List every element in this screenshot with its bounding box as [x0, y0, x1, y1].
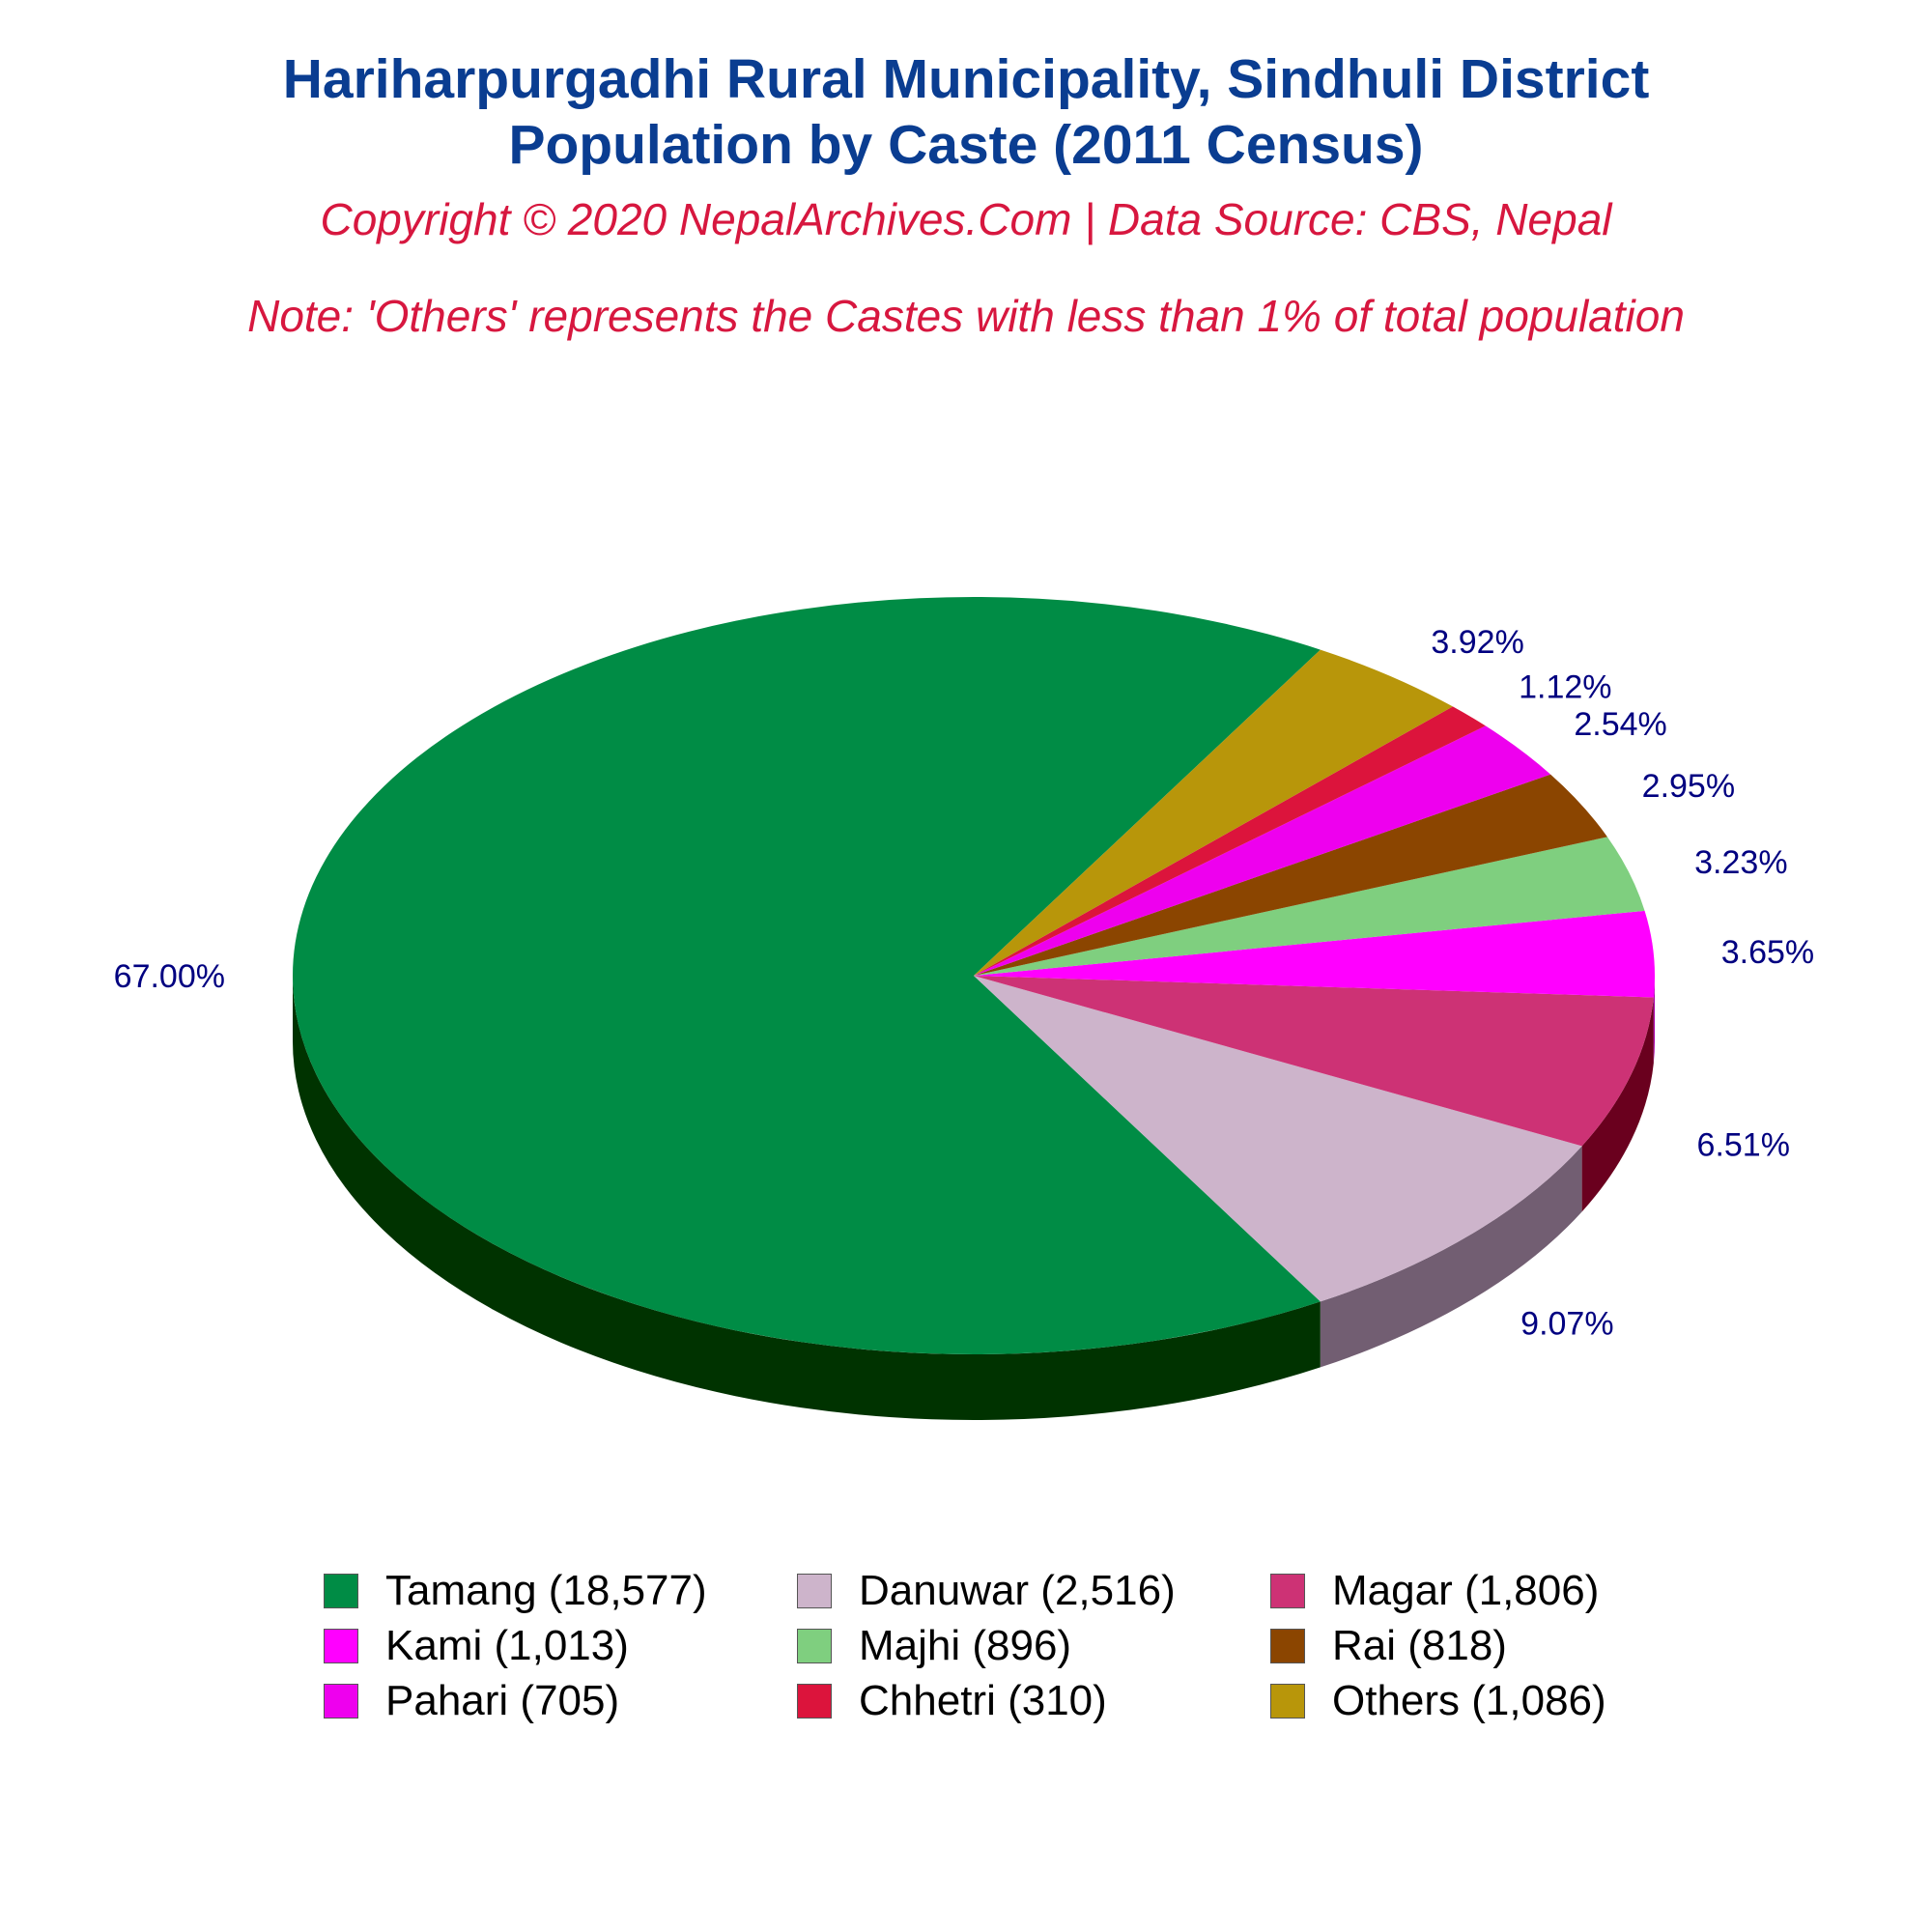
pie-label-danuwar: 9.07% [1520, 1305, 1614, 1343]
legend-item-kami [324, 1622, 797, 1670]
legend-label: Majhi (896) [859, 1621, 1072, 1669]
pie-label-others: 3.92% [1431, 624, 1524, 662]
pie-label-rai: 2.95% [1641, 767, 1736, 805]
legend-item-tamang [324, 1567, 797, 1615]
legend-label: Danuwar (2,516) [859, 1566, 1176, 1614]
legend-swatch [324, 1574, 358, 1608]
legend-swatch [1270, 1574, 1305, 1608]
legend-swatch [797, 1629, 832, 1663]
pie-label-pahari: 2.54% [1574, 705, 1667, 743]
copyright-text: Copyright © 2020 NepalArchives.Com | Data Source: CBS, Nepal [320, 194, 1612, 244]
legend-swatch [1270, 1684, 1305, 1719]
pie-slices [293, 597, 1655, 1354]
legend-label: Kami (1,013) [385, 1621, 629, 1669]
legend-item-rai [1270, 1622, 1676, 1670]
legend-swatch [797, 1574, 832, 1608]
legend-swatch [797, 1684, 832, 1719]
note-text: Note: 'Others' represents the Castes with less than 1% of total population [247, 291, 1685, 341]
chart-title-line2: Population by Caste (2011 Census) [508, 114, 1424, 176]
legend [324, 1563, 1676, 1728]
pie-label-kami: 3.65% [1720, 933, 1815, 971]
legend-label: Magar (1,806) [1332, 1566, 1600, 1614]
pie-label-chhetri: 1.12% [1519, 668, 1612, 706]
legend-row [324, 1563, 1676, 1618]
pie-label-magar: 6.51% [1696, 1126, 1790, 1164]
legend-item-majhi [797, 1622, 1270, 1670]
legend-item-magar [1270, 1567, 1676, 1615]
legend-row [324, 1673, 1676, 1728]
legend-item-danuwar [797, 1567, 1270, 1615]
legend-label: Pahari (705) [385, 1676, 620, 1724]
legend-label: Chhetri (310) [859, 1676, 1107, 1724]
legend-item-pahari [324, 1677, 797, 1725]
legend-row [324, 1618, 1676, 1673]
legend-swatch [324, 1629, 358, 1663]
legend-swatch [324, 1684, 358, 1719]
legend-label: Others (1,086) [1332, 1676, 1606, 1724]
legend-item-chhetri [797, 1677, 1270, 1725]
legend-label: Tamang (18,577) [385, 1566, 707, 1614]
chart-title-line1: Hariharpurgadhi Rural Municipality, Sindhuli District [282, 48, 1650, 110]
pie-label-tamang: 67.00% [113, 958, 225, 995]
legend-swatch [1270, 1629, 1305, 1663]
pie-label-majhi: 3.23% [1694, 843, 1788, 881]
legend-item-others [1270, 1677, 1676, 1725]
legend-label: Rai (818) [1332, 1621, 1507, 1669]
